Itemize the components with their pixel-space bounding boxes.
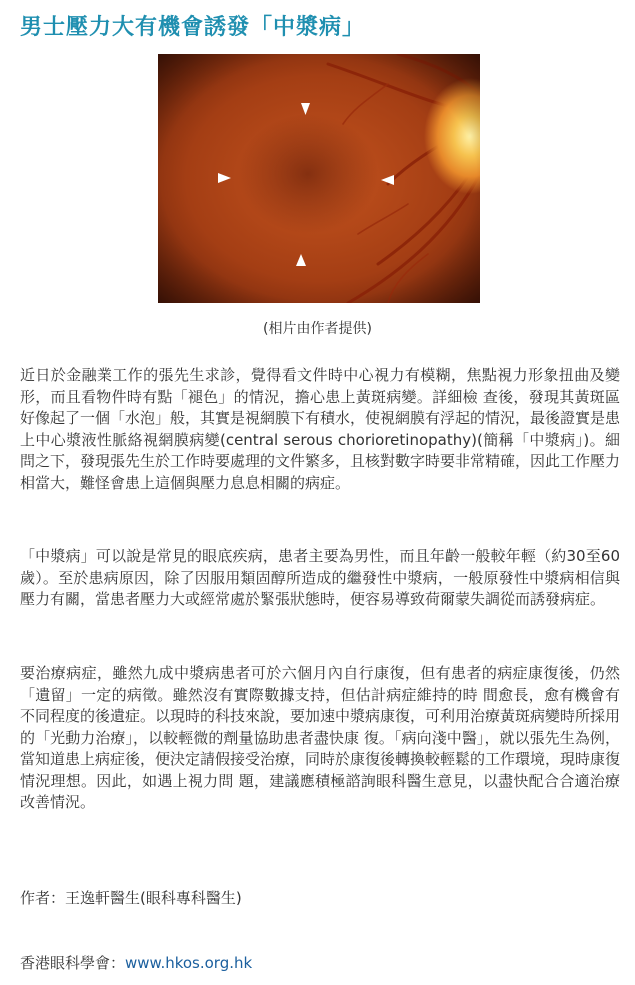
article-title: 男士壓力大有機會誘發「中漿病」 (20, 14, 366, 40)
paragraph-3: 要治療病症，雖然九成中漿病患者可於六個月內自行康復，但有患者的病症康復後，仍然「遺留」一定的病徵。雖然沒有實際數據支持，但估計病症維持的時 間愈長，愈有機會有不同程度的後遺症。以現時的科技來說，要加速中漿病康復，可利用治療黃斑病變時所採用的「光動力治療」，以較輕微的劑量協助患者盡快康 復。「病向淺中醫」，就以張先生為例，當知道患上病症後，便決定請假接受治療，同時於康復後轉換較輕鬆的工作環境，現時康復情況理想。因此，如遇上視力問 題，建議應積極諮詢眼科醫生意見，以盡快配合合適治療改善情況。 (20, 664, 621, 811)
author-line: 作者：王逸軒醫生(眼科專科醫生) (20, 889, 242, 907)
fundus-photo (158, 54, 480, 303)
retina-image (158, 54, 480, 303)
paragraph-1: 近日於金融業工作的張先生求診，覺得看文件時中心視力有模糊，焦點視力形象扭曲及變形，而且看物件時有點「褪色」的情況，擔心患上黃斑病變。詳細檢 查後，發現其黃斑區好像起了一個「水泡」般，其實是視網膜下有積水，使視網膜有浮起的情況，最後證實是患上中心漿液性脈絡視網膜病變(central serous chorioretinopathy)(簡稱「中漿病」)。細問之下，發現張先生於工作時要處理的文件繁多，且核對數字時要非常精確，因此工作壓力相當大，難怪會患上這個與壓力息息相關的病症。 (20, 366, 621, 492)
society-label: 香港眼科學會： (20, 954, 126, 972)
paragraph-2: 「中漿病」可以說是常見的眼底疾病，患者主要為男性，而且年齡一般較年輕（約30至60歲）。至於患病原因，除了因服用類固醇所造成的繼發性中漿病，一般原發性中漿病相信與壓力有關，當患者壓力大或經常處於緊張狀態時，便容易導致荷爾蒙失調從而誘發病症。 (20, 547, 620, 608)
society-line (20, 952, 252, 973)
image-caption: (相片由作者提供) (263, 321, 372, 337)
society-link[interactable]: www.hkos.org.hk (125, 954, 253, 972)
